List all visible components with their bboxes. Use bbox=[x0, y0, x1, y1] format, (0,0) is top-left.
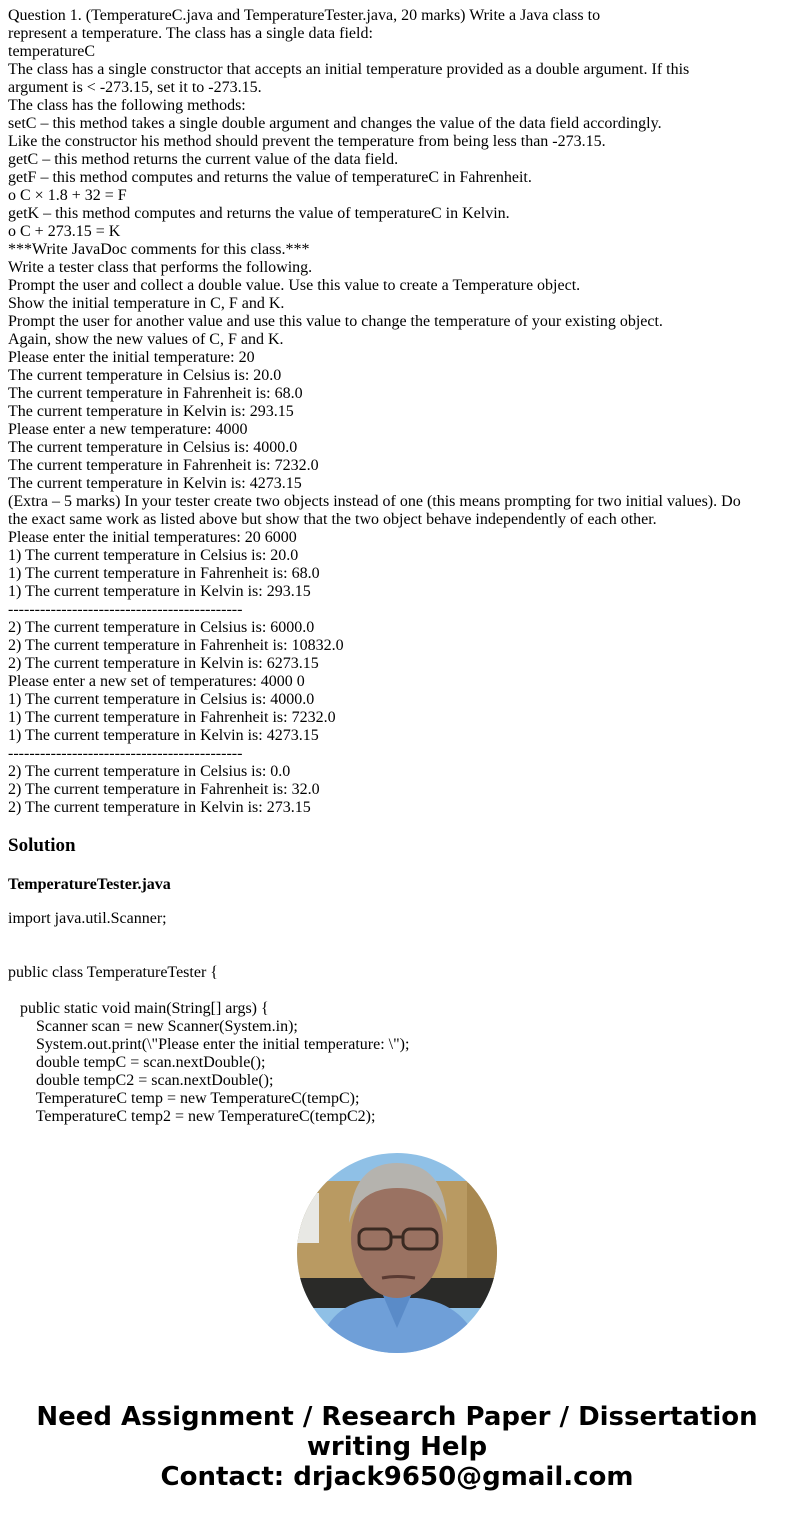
question-line: Prompt the user for another value and use this value to change the temperature of your existing object. bbox=[8, 313, 663, 330]
question-line: 1) The current temperature in Fahrenheit is: 68.0 bbox=[8, 565, 320, 582]
question-line: The current temperature in Kelvin is: 4273.15 bbox=[8, 475, 302, 492]
question-line: 1) The current temperature in Fahrenheit is: 7232.0 bbox=[8, 709, 336, 726]
question-line: Please enter a new temperature: 4000 bbox=[8, 421, 248, 438]
code-line bbox=[8, 982, 409, 1000]
question-line: 2) The current temperature in Celsius is: 6000.0 bbox=[8, 619, 315, 636]
code-line: double tempC = scan.nextDouble(); bbox=[8, 1054, 266, 1071]
question-line: (Extra – 5 marks) In your tester create two objects instead of one (this means prompting for two initial values). Do bbox=[8, 493, 741, 510]
question-line: 1) The current temperature in Celsius is: 4000.0 bbox=[8, 691, 315, 708]
promo-footer bbox=[0, 1402, 794, 1492]
question-line: 2) The current temperature in Kelvin is: 273.15 bbox=[8, 799, 311, 816]
code-line bbox=[8, 946, 409, 964]
question-line: 1) The current temperature in Kelvin is: 4273.15 bbox=[8, 727, 319, 744]
question-line: The current temperature in Celsius is: 4000.0 bbox=[8, 439, 298, 456]
question-line: 1) The current temperature in Celsius is: 20.0 bbox=[8, 547, 299, 564]
question-line: 2) The current temperature in Kelvin is: 6273.15 bbox=[8, 655, 319, 672]
code-line: double tempC2 = scan.nextDouble(); bbox=[8, 1072, 274, 1089]
question-line: Please enter the initial temperature: 20 bbox=[8, 349, 255, 366]
code-line: import java.util.Scanner; bbox=[8, 910, 167, 927]
code-line: public static void main(String[] args) { bbox=[8, 1000, 269, 1017]
author-avatar bbox=[297, 1153, 497, 1353]
question-line: temperatureC bbox=[8, 43, 96, 60]
question-line: o C + 273.15 = K bbox=[8, 223, 121, 240]
promo-line-2: writing Help bbox=[306, 1432, 488, 1462]
file-name-heading: TemperatureTester.java bbox=[8, 876, 171, 893]
question-line: The current temperature in Fahrenheit is: 7232.0 bbox=[8, 457, 319, 474]
portrait-image bbox=[297, 1153, 497, 1353]
question-line: The current temperature in Fahrenheit is: 68.0 bbox=[8, 385, 303, 402]
question-line: Show the initial temperature in C, F and K. bbox=[8, 295, 285, 312]
question-line: The class has a single constructor that accepts an initial temperature provided as a double argument. If this bbox=[8, 61, 690, 78]
solution-heading: Solution bbox=[8, 835, 76, 856]
question-line: Please enter the initial temperatures: 20 6000 bbox=[8, 529, 297, 546]
question-line: getK – this method computes and returns the value of temperatureC in Kelvin. bbox=[8, 205, 510, 222]
code-line bbox=[8, 928, 409, 946]
question-line: Question 1. (TemperatureC.java and TemperatureTester.java, 20 marks) Write a Java class to bbox=[8, 7, 601, 24]
question-line: Write a tester class that performs the following. bbox=[8, 259, 313, 276]
question-line: getF – this method computes and returns the value of temperatureC in Fahrenheit. bbox=[8, 169, 532, 186]
question-line: setC – this method takes a single double argument and changes the value of the data field accordingly. bbox=[8, 115, 662, 132]
contact-line: Contact: drjack9650@gmail.com bbox=[160, 1462, 634, 1492]
code-line: System.out.print(\"Please enter the initial temperature: \"); bbox=[8, 1036, 410, 1053]
question-text bbox=[8, 7, 778, 817]
question-line: Like the constructor his method should prevent the temperature from being less than -273.15. bbox=[8, 133, 606, 150]
code-line: public class TemperatureTester { bbox=[8, 964, 218, 981]
promo-line-1: Need Assignment / Research Paper / Dissertation bbox=[36, 1402, 758, 1432]
question-line: o C × 1.8 + 32 = F bbox=[8, 187, 127, 204]
question-line: -------------------------------------------- bbox=[8, 745, 243, 762]
code-line: TemperatureC temp2 = new TemperatureC(tempC2); bbox=[8, 1108, 376, 1125]
question-line: ***Write JavaDoc comments for this class.*** bbox=[8, 241, 310, 258]
question-line: argument is < -273.15, set it to -273.15. bbox=[8, 79, 262, 96]
question-line: Prompt the user and collect a double value. Use this value to create a Temperature object. bbox=[8, 277, 581, 294]
question-line: The current temperature in Kelvin is: 293.15 bbox=[8, 403, 294, 420]
question-line: 2) The current temperature in Fahrenheit is: 32.0 bbox=[8, 781, 320, 798]
question-line: The current temperature in Celsius is: 20.0 bbox=[8, 367, 282, 384]
code-line: Scanner scan = new Scanner(System.in); bbox=[8, 1018, 298, 1035]
question-line: Again, show the new values of C, F and K. bbox=[8, 331, 284, 348]
question-line: getC – this method returns the current value of the data field. bbox=[8, 151, 399, 168]
question-line: 2) The current temperature in Celsius is: 0.0 bbox=[8, 763, 291, 780]
question-line: 2) The current temperature in Fahrenheit is: 10832.0 bbox=[8, 637, 344, 654]
question-line: Please enter a new set of temperatures: 4000 0 bbox=[8, 673, 305, 690]
code-block bbox=[8, 910, 409, 1126]
question-line: 1) The current temperature in Kelvin is: 293.15 bbox=[8, 583, 311, 600]
question-line: The class has the following methods: bbox=[8, 97, 246, 114]
question-line: -------------------------------------------- bbox=[8, 601, 243, 618]
question-line: the exact same work as listed above but show that the two object behave independently of each other. bbox=[8, 511, 657, 528]
question-line: represent a temperature. The class has a single data field: bbox=[8, 25, 373, 42]
code-line: TemperatureC temp = new TemperatureC(tempC); bbox=[8, 1090, 360, 1107]
